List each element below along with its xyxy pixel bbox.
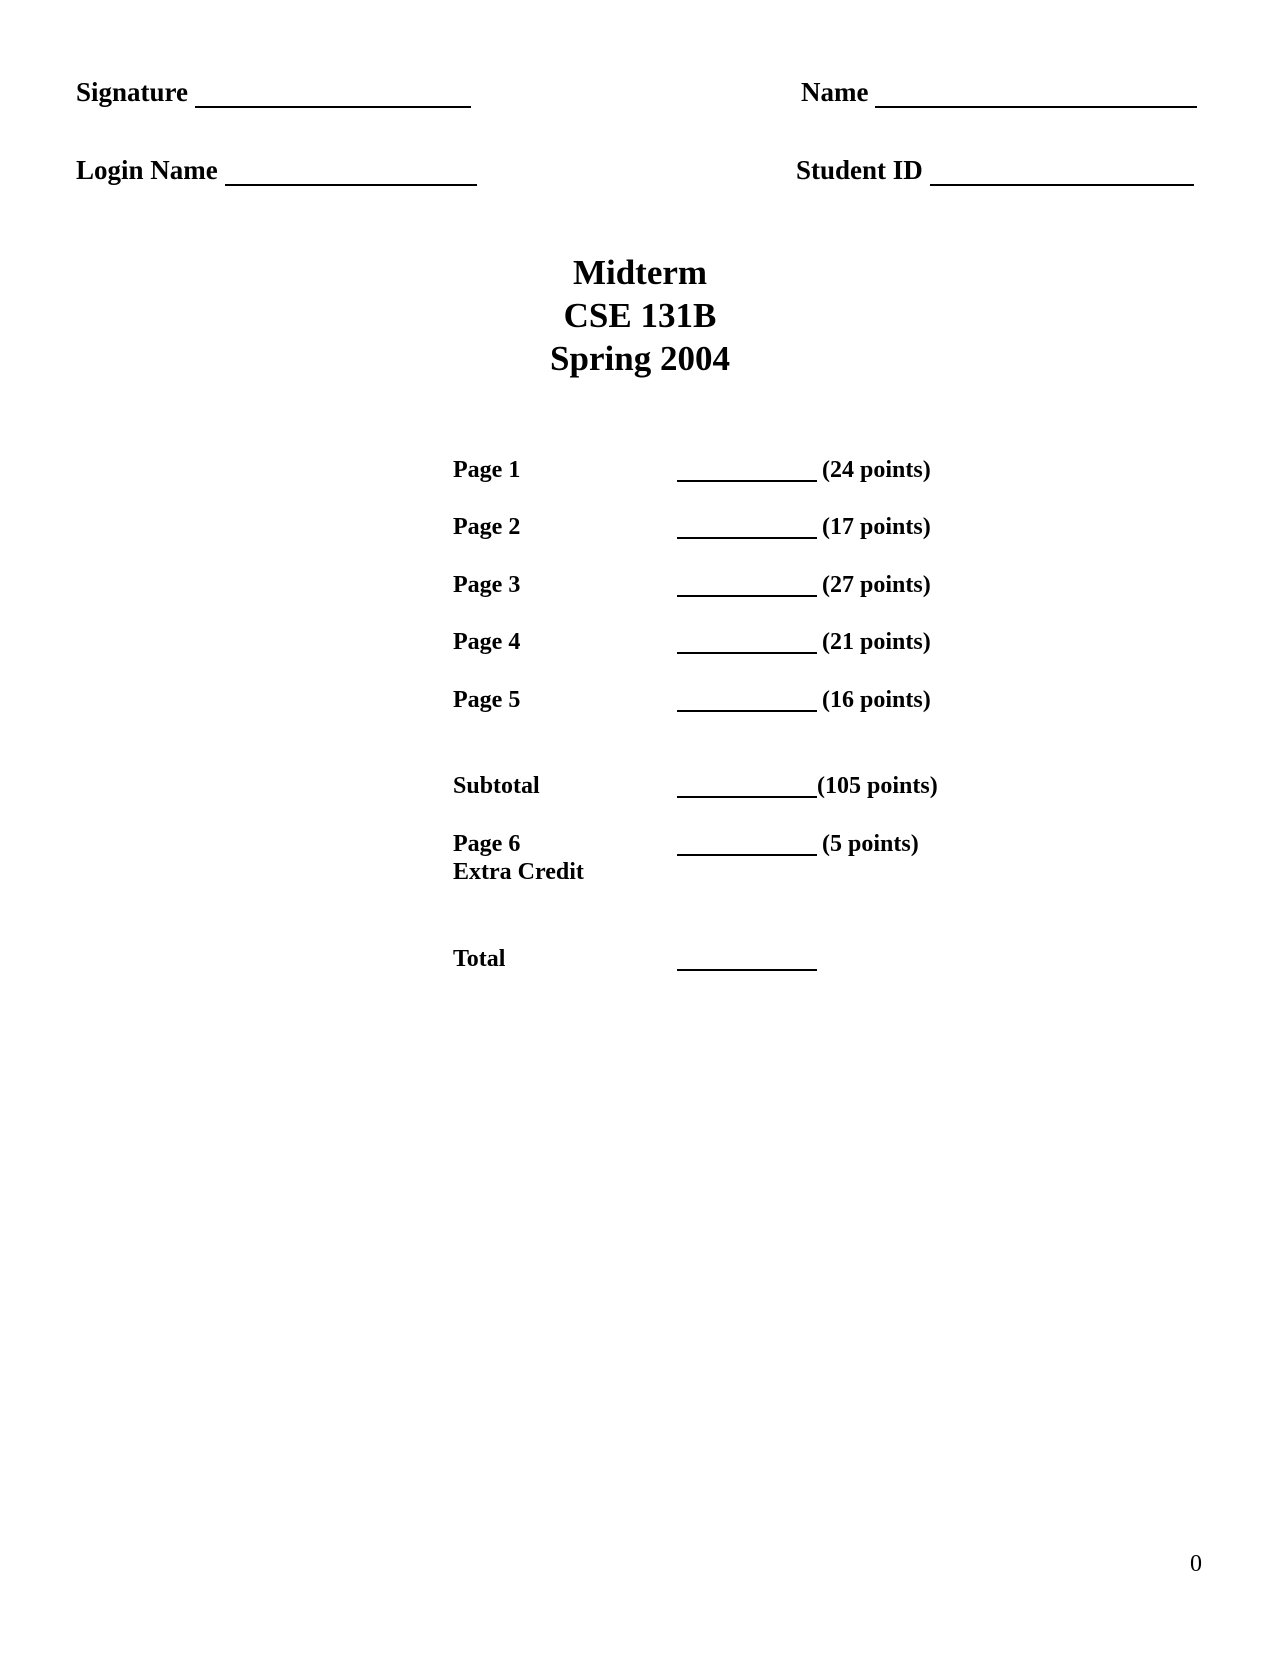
title-line-2: CSE 131B	[563, 296, 717, 335]
title-line-1: Midterm	[572, 253, 708, 292]
score-label: Page 5	[453, 687, 521, 713]
extra-credit-label: Page 6	[453, 831, 521, 857]
login-name-blank[interactable]	[225, 160, 477, 186]
student-id-field[interactable]	[796, 154, 1194, 186]
total-label: Total	[453, 946, 506, 972]
extra-credit-blank[interactable]	[677, 854, 817, 856]
score-label: Page 3	[453, 572, 521, 598]
page-number: 0	[1190, 1551, 1202, 1577]
signature-blank[interactable]	[195, 82, 471, 108]
score-blank[interactable]	[677, 595, 817, 597]
score-label: Page 4	[453, 629, 521, 655]
student-id-label: Student ID	[796, 155, 923, 185]
extra-credit-sublabel: Extra Credit	[453, 859, 584, 885]
login-name-label: Login Name	[76, 155, 218, 185]
name-blank[interactable]	[875, 82, 1197, 108]
score-points: (17 points)	[822, 514, 931, 540]
score-label: Page 2	[453, 514, 521, 540]
login-name-field[interactable]	[76, 154, 477, 186]
exam-title	[0, 251, 1280, 380]
score-points: (24 points)	[822, 457, 931, 483]
score-blank[interactable]	[677, 480, 817, 482]
signature-field[interactable]	[76, 76, 471, 108]
total-blank[interactable]	[677, 969, 817, 971]
subtotal-label: Subtotal	[453, 773, 540, 799]
score-points: (16 points)	[822, 687, 931, 713]
title-line-3: Spring 2004	[550, 339, 730, 378]
name-field[interactable]	[801, 76, 1197, 108]
student-id-blank[interactable]	[930, 160, 1194, 186]
score-points: (21 points)	[822, 629, 931, 655]
subtotal-blank[interactable]	[677, 796, 817, 798]
score-blank[interactable]	[677, 537, 817, 539]
score-blank[interactable]	[677, 710, 817, 712]
score-blank[interactable]	[677, 652, 817, 654]
score-points: (27 points)	[822, 572, 931, 598]
signature-label: Signature	[76, 77, 189, 107]
name-label: Name	[801, 77, 869, 107]
extra-credit-points: (5 points)	[822, 831, 919, 857]
subtotal-points: (105 points)	[817, 773, 938, 799]
score-label: Page 1	[453, 457, 521, 483]
